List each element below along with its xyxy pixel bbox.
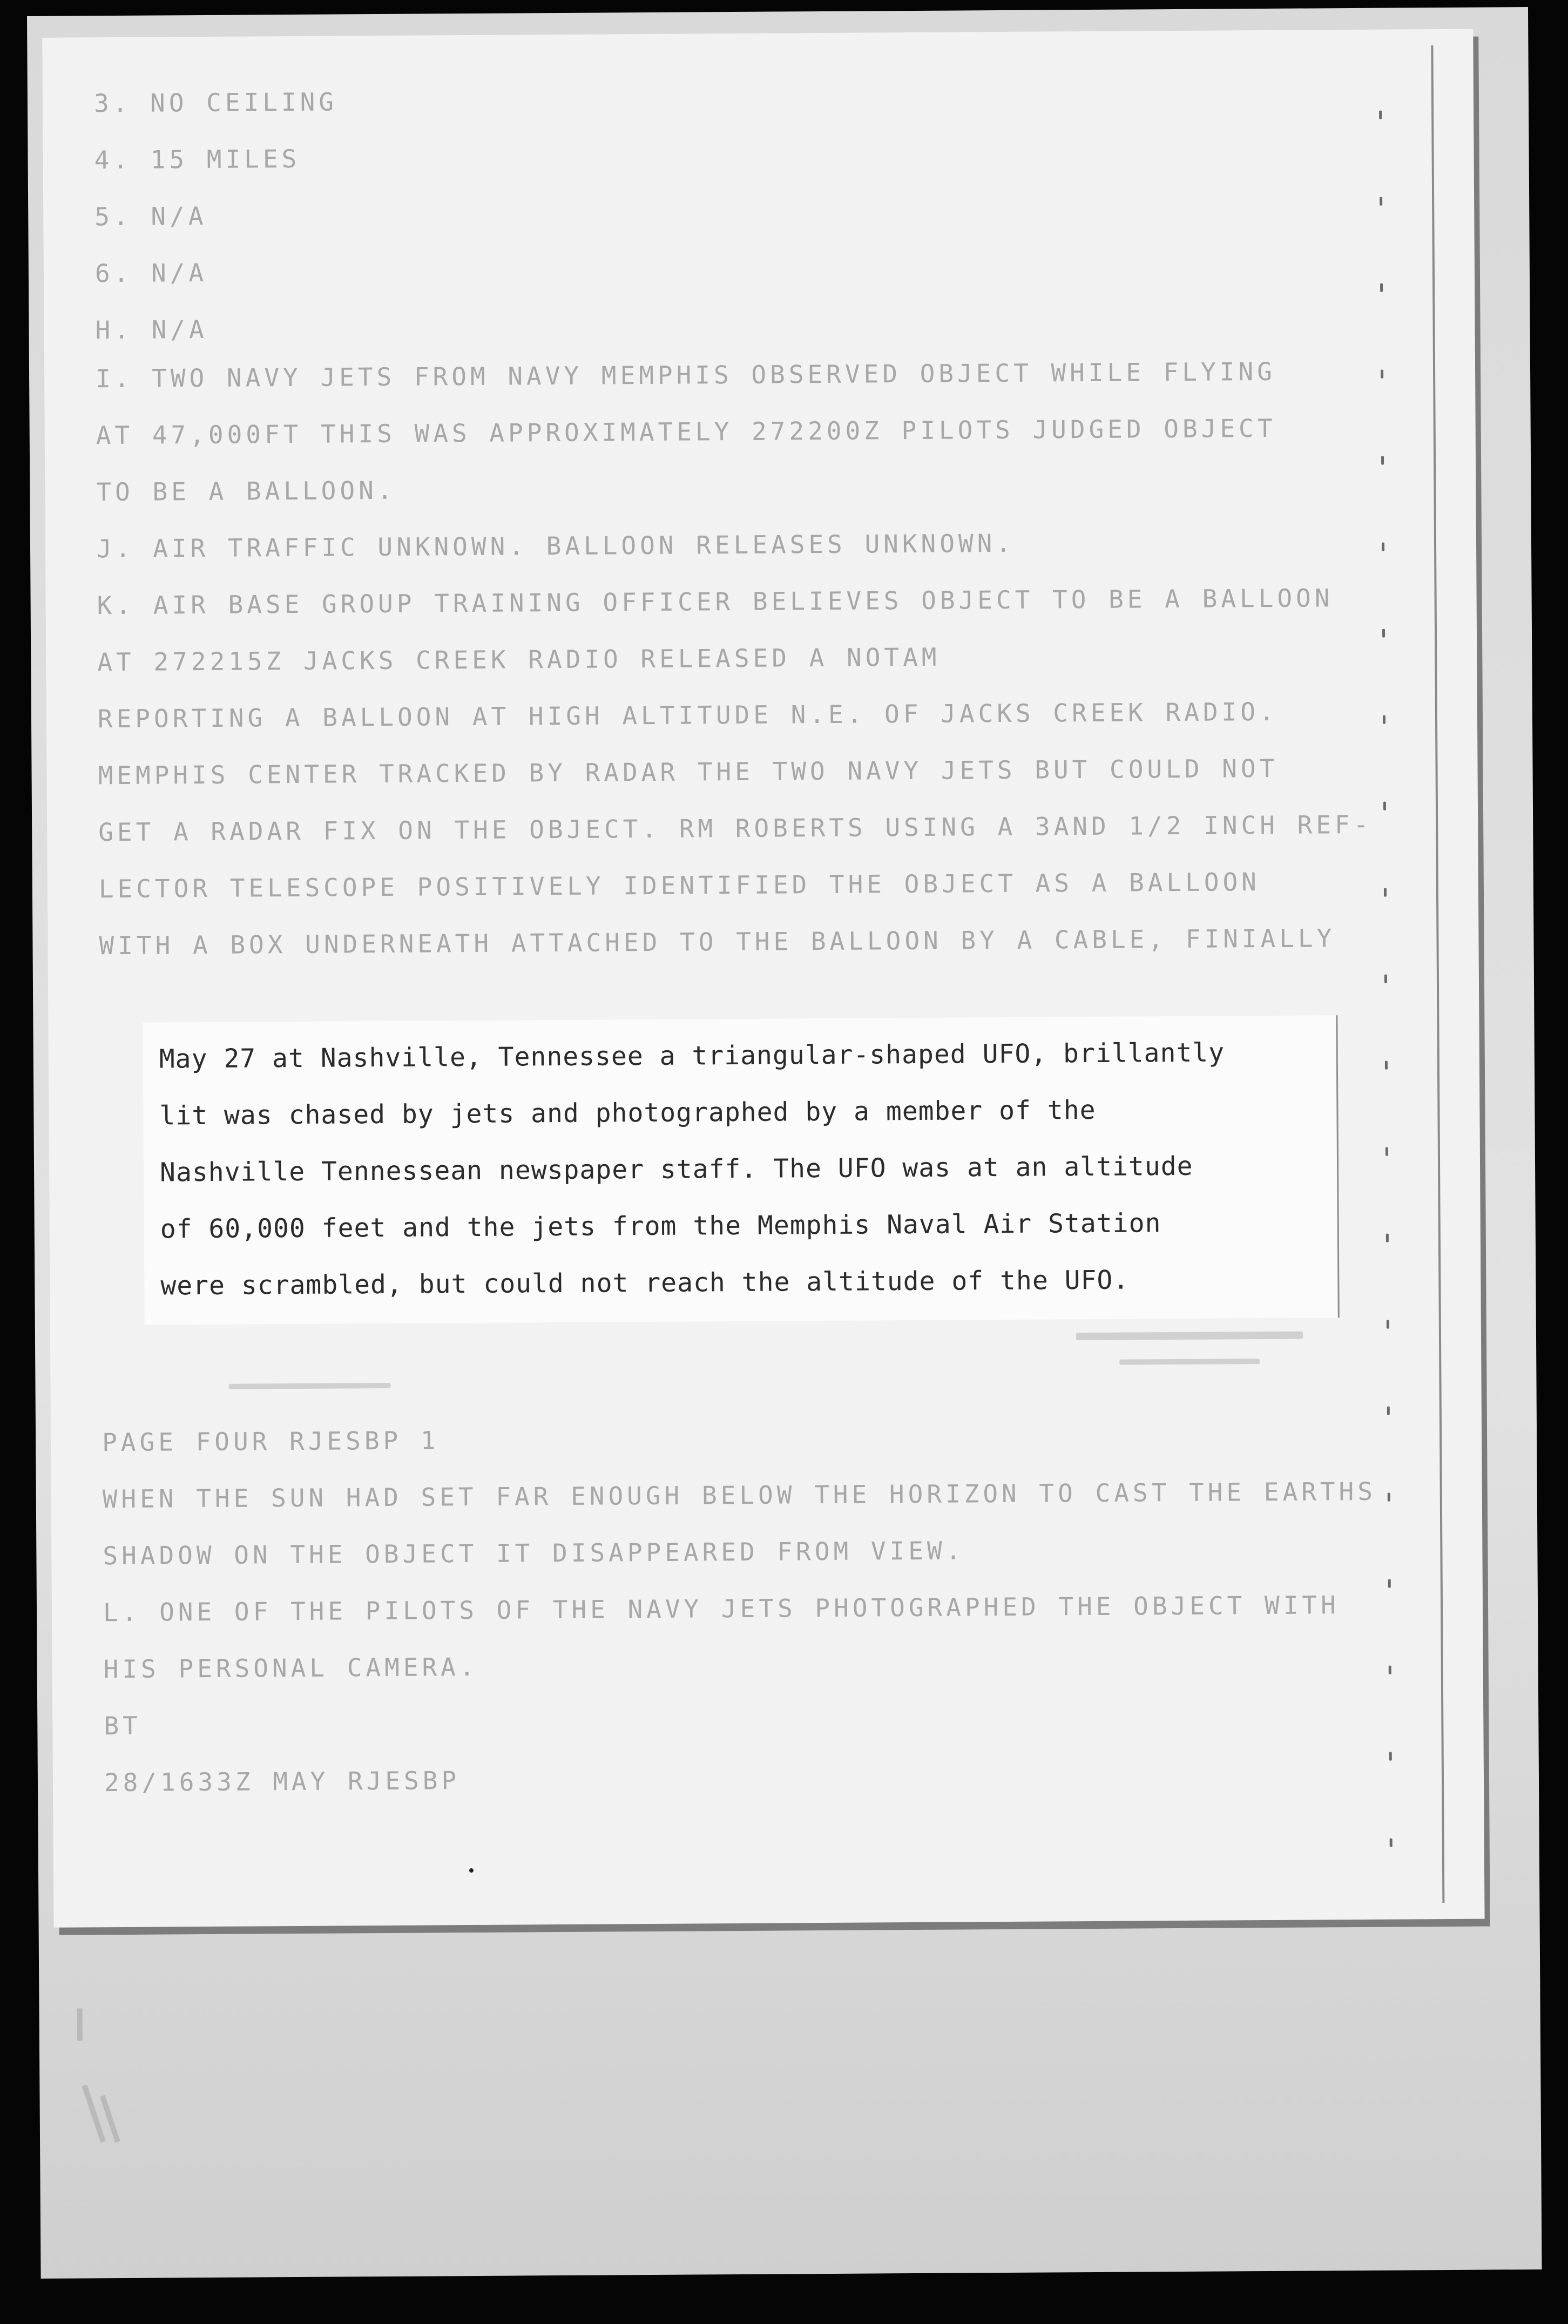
margin-tick (1383, 715, 1385, 724)
teletype-line: H. N/A (95, 314, 208, 345)
teletype-line: 4. 15 MILES (94, 144, 301, 175)
margin-tick (1379, 111, 1382, 119)
margin-tick (1384, 975, 1387, 983)
clipping-line: Nashville Tennessean newspaper staff. The UFO was at an altitude (159, 1151, 1193, 1188)
margin-tick (1382, 543, 1384, 551)
margin-tick (1387, 1407, 1390, 1415)
margin-tick (1387, 1320, 1389, 1329)
teletype-line: LECTOR TELESCOPE POSITIVELY IDENTIFIED THE OBJECT AS A BALLOON (98, 867, 1261, 904)
margin-tick (1385, 1061, 1388, 1070)
teletype-sheet (42, 29, 1484, 1928)
teletype-line: 6. N/A (94, 258, 208, 288)
margin-tick (1389, 1752, 1392, 1761)
teletype-line: I. TWO NAVY JETS FROM NAVY MEMPHIS OBSERVED OBJECT WHILE FLYING (95, 356, 1276, 394)
margin-tick (1381, 456, 1384, 465)
margin-tick (1386, 1234, 1389, 1242)
teletype-line: WITH A BOX UNDERNEATH ATTACHED TO THE BALLOON BY A CABLE, FINIALLY (99, 923, 1336, 961)
teletype-line: MEMPHIS CENTER TRACKED BY RADAR THE TWO NAVY JETS BUT COULD NOT (98, 753, 1279, 791)
bleed-through-mark (228, 1383, 390, 1389)
teletype-line: BT (104, 1711, 141, 1741)
page-smudge (77, 2008, 83, 2041)
margin-tick (1385, 1147, 1388, 1156)
page-smudge (82, 2085, 106, 2143)
teletype-line: AT 272215Z JACKS CREEK RADIO RELEASED A NOTAM (97, 642, 941, 677)
clipping-line: May 27 at Nashville, Tennessee a triangular-shaped UFO, brillantly (159, 1037, 1225, 1075)
margin-tick (1382, 629, 1385, 638)
teletype-line: K. AIR BASE GROUP TRAINING OFFICER BELIEVES OBJECT TO BE A BALLOON (97, 583, 1334, 620)
teletype-line: 28/1633Z MAY RJESBP (104, 1766, 461, 1798)
bleed-through-mark (1119, 1359, 1260, 1365)
margin-tick (1383, 802, 1386, 810)
teletype-line: TO BE A BALLOON. (96, 475, 396, 507)
margin-tick (1388, 1493, 1390, 1502)
margin-tick (1380, 283, 1383, 292)
clipping-line: lit was chased by jets and photographed by a member of the (159, 1095, 1096, 1131)
teletype-line: WHEN THE SUN HAD SET FAR ENOUGH BELOW THE HORIZON TO CAST THE EARTHS (102, 1476, 1377, 1514)
newspaper-clipping (143, 1015, 1339, 1325)
clipping-line: of 60,000 feet and the jets from the Memphis Naval Air Station (160, 1208, 1161, 1245)
teletype-line: 5. N/A (94, 201, 207, 232)
bleed-through-mark (1076, 1332, 1303, 1341)
teletype-line: 3. NO CEILING (93, 87, 338, 118)
margin-tick (1381, 370, 1383, 379)
margin-tick (1384, 888, 1387, 897)
margin-tick (1388, 1579, 1391, 1588)
teletype-line: AT 47,000FT THIS WAS APPROXIMATELY 272200Z PILOTS JUDGED OBJECT (96, 413, 1276, 450)
teletype-line: HIS PERSONAL CAMERA. (103, 1652, 478, 1684)
margin-tick (1380, 197, 1382, 206)
ink-dot (469, 1868, 474, 1873)
teletype-line: J. AIR TRAFFIC UNKNOWN. BALLOON RELEASES UNKNOWN. (96, 528, 1015, 564)
margin-tick (1390, 1839, 1393, 1847)
teletype-line: GET A RADAR FIX ON THE OBJECT. RM ROBERTS USING A 3AND 1/2 INCH REF- (98, 809, 1373, 847)
photographed-page (27, 7, 1542, 2279)
teletype-line: L. ONE OF THE PILOTS OF THE NAVY JETS PHOTOGRAPHED THE OBJECT WITH (103, 1590, 1340, 1627)
teletype-line: SHADOW ON THE OBJECT IT DISAPPEARED FROM VIEW. (103, 1536, 965, 1571)
teletype-line: PAGE FOUR RJESBP 1 (102, 1426, 440, 1457)
margin-tick (1389, 1666, 1391, 1674)
clipping-line: were scrambled, but could not reach the altitude of the UFO. (160, 1265, 1130, 1301)
teletype-line: REPORTING A BALLOON AT HIGH ALTITUDE N.E. OF JACKS CREEK RADIO. (97, 697, 1278, 734)
